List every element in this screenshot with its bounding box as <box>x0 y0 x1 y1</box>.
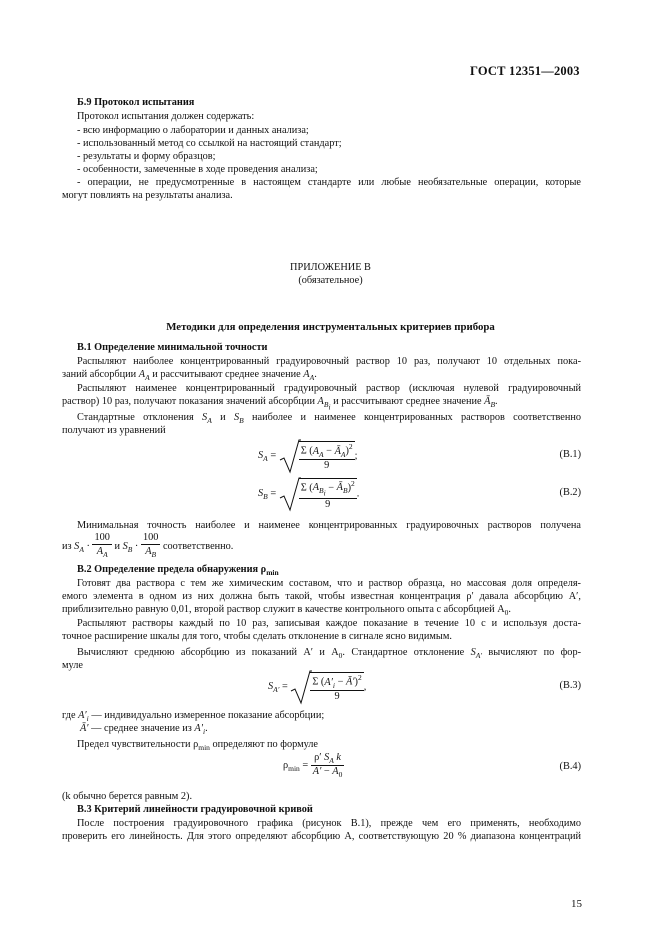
v1-p1-line2: заний абсорбции $A_A$ и рассчитывают среднее значение $A_A$. <box>62 369 317 383</box>
v1-p4a: Минимальная точность наиболее и наименее концентрированных градуировочных растворов получена <box>77 520 581 531</box>
v2-where2: — среднее значение из <box>91 723 192 734</box>
v2-where1: где <box>62 710 76 721</box>
v2-where-2: Ā′ — среднее значение из $A'_i$. <box>80 723 208 737</box>
v1-title: В.1 Определение минимальной точности <box>77 342 268 353</box>
hundred-a: 100 <box>92 531 111 545</box>
v1-p4c: и <box>114 540 121 552</box>
v2-where-1: где $A'_i$ — индивидуально измеренное показание абсорбции; <box>62 710 325 724</box>
v1-p2-line2: раствор) 10 раз, получают показания значений абсорбции $A_{B_i}$ и рассчитывают среднее значение $Ā_B$. <box>62 396 498 412</box>
formula-b2: $S_B$ = $\frac{\Sigma (A_{B_i} - Ā_B)^2}{9}$ . <box>258 476 359 512</box>
v2-title-text: В.2 Определение предела обнаружения ρ <box>77 564 267 575</box>
hundred-b: 100 <box>141 531 160 545</box>
b9-item-4: - особенности, замеченные в ходе проведения анализа; <box>77 164 318 175</box>
sqrt-sign-icon <box>279 476 301 512</box>
v3-p1b: проверить его линейность. Для этого определяют абсорбцию A, соответствующую 20 % диапазона концентраций <box>62 831 581 842</box>
v1-p3c: наиболее и наименее концентрированных растворов соответственно <box>252 412 582 423</box>
v2-title-sub: min <box>266 568 279 578</box>
v1-p1b: заний абсорбции <box>62 369 137 380</box>
v2-p2b: точное расширение шкалы для того, чтобы сделать отклонение в сигнале ясно видимым. <box>62 631 452 642</box>
b9-item-3: - результаты и форму образцов; <box>77 151 216 162</box>
appendix-status: (обязательное) <box>298 275 363 286</box>
formula-b3: $S_{A'}$ = $\frac{\Sigma (A'_i - Ā')^2}{9}$ , <box>268 669 366 705</box>
v3-p1a: После построения градуировочного графика (рисунок В.1), прежде чем его применять, необходимо <box>77 818 581 829</box>
formula-b2-label: (В.2) <box>559 487 581 498</box>
v2-p3a: Вычисляют среднюю абсорбцию из показаний A′ и A <box>77 647 339 658</box>
formula-b1-label: (В.1) <box>559 449 581 460</box>
v1-p3d: получают из уравнений <box>62 425 166 436</box>
v1-p3-line1: Стандартные отклонения $S_A$ и $S_B$ наиболее и наименее концентрированных растворов соответственно <box>77 412 582 426</box>
v1-p1a: Распыляют наиболее концентрированный градуировочный раствор 10 раз, получают 10 отдельных пока- <box>77 356 581 367</box>
v2-p3d: муле <box>62 660 83 671</box>
v3-title: В.3 Критерий линейности градуировочной кривой <box>77 804 313 815</box>
formula-b4-label: (В.4) <box>559 761 581 772</box>
v1-p4b: из <box>62 540 72 552</box>
v2-where1b: — индивидуально измеренное показание абсорбции; <box>91 710 325 721</box>
v2-p4: Предел чувствительности ρ <box>77 739 199 750</box>
sqrt-sign-icon <box>290 669 312 705</box>
standard-header: ГОСТ 12351—2003 <box>470 64 580 78</box>
v1-p4-line2: из $S_A$ · $\frac{100}{A_A}$ и $S_B$ · $\frac{100}{A_B}$ соответственно. <box>62 532 234 560</box>
v2-p1a: Готовят два раствора с тем же химическим составом, что и раствор образца, но массовая доля определя- <box>77 578 581 589</box>
v1-p1c: и рассчитывают среднее значение <box>152 369 301 380</box>
sqrt-sign-icon <box>279 438 301 474</box>
v2-p3-line1: Вычисляют среднюю абсорбцию из показаний A′ и $A_0$. Стандартное отклонение $S_{A'}$ вычисляют по фор- <box>77 647 582 661</box>
formula-b4: $\rho_{min}$ = $\frac{\rho' S_A k}{A' - A_0}$ <box>283 752 343 780</box>
v2-p1-line3: приблизительно равную 0,01, второй раствор служит в качестве контрольного опыта с абсорбцией $A_0$. <box>62 604 511 618</box>
appendix-title: ПРИЛОЖЕНИЕ В <box>290 262 371 273</box>
v2-p1b: емого элемента в одном из них должна быть такой, чтобы известная концентрация ρ′ давала абсорбцию A′, <box>62 591 581 602</box>
v2-p3c: вычисляют по фор- <box>488 647 582 658</box>
v1-p2a: Распыляют наименее концентрированный градуировочный раствор (исключая нулевой градуировочный <box>77 383 581 394</box>
formula-b1: $S_A$ = $\frac{\Sigma (A_A - Ā_A)^2}{9}$ ; <box>258 438 358 474</box>
v2-note: (k обычно берется равным 2). <box>62 791 193 802</box>
v2-p1c: приблизительно равную 0,01, второй раствор служит в качестве контрольного опыта с абсорбцией A <box>62 604 505 615</box>
formula-b3-label: (В.3) <box>559 680 581 691</box>
b9-intro: Протокол испытания должен содержать: <box>77 111 255 122</box>
v2-p3b: . Стандартное отклонение <box>342 647 465 658</box>
b9-item-5-cont: могут повлиять на результаты анализа. <box>62 190 233 201</box>
b9-title: Б.9 Протокол испытания <box>77 97 195 108</box>
v1-p3b: и <box>220 412 226 423</box>
b9-item-2: - использованный метод со ссылкой на настоящий стандарт; <box>77 138 342 149</box>
page-number: 15 <box>571 898 582 910</box>
v2-p4b: определяют по формуле <box>212 739 319 750</box>
b9-item-5: - операции, не предусмотренные в настоящем стандарте или любые необязательные операции, которые <box>77 177 581 188</box>
v1-p4d: соответственно. <box>162 540 234 552</box>
appendix-heading: Методики для определения инструментальных критериев прибора <box>166 321 495 333</box>
v1-p3a: Стандартные отклонения <box>77 412 194 423</box>
b9-item-1: - всю информацию о лаборатории и данных анализа; <box>77 125 309 136</box>
v1-p2b: раствор) 10 раз, получают показания значений абсорбции <box>62 396 315 407</box>
v2-p4-line: Предел чувствительности $\rho_{min}$ определяют по формуле <box>77 739 319 753</box>
v1-p2c: и рассчитывают среднее значение <box>333 396 482 407</box>
v2-p2a: Распыляют растворы каждый по 10 раз, записывая каждое показание в течение 10 с и используя доста- <box>77 618 581 629</box>
